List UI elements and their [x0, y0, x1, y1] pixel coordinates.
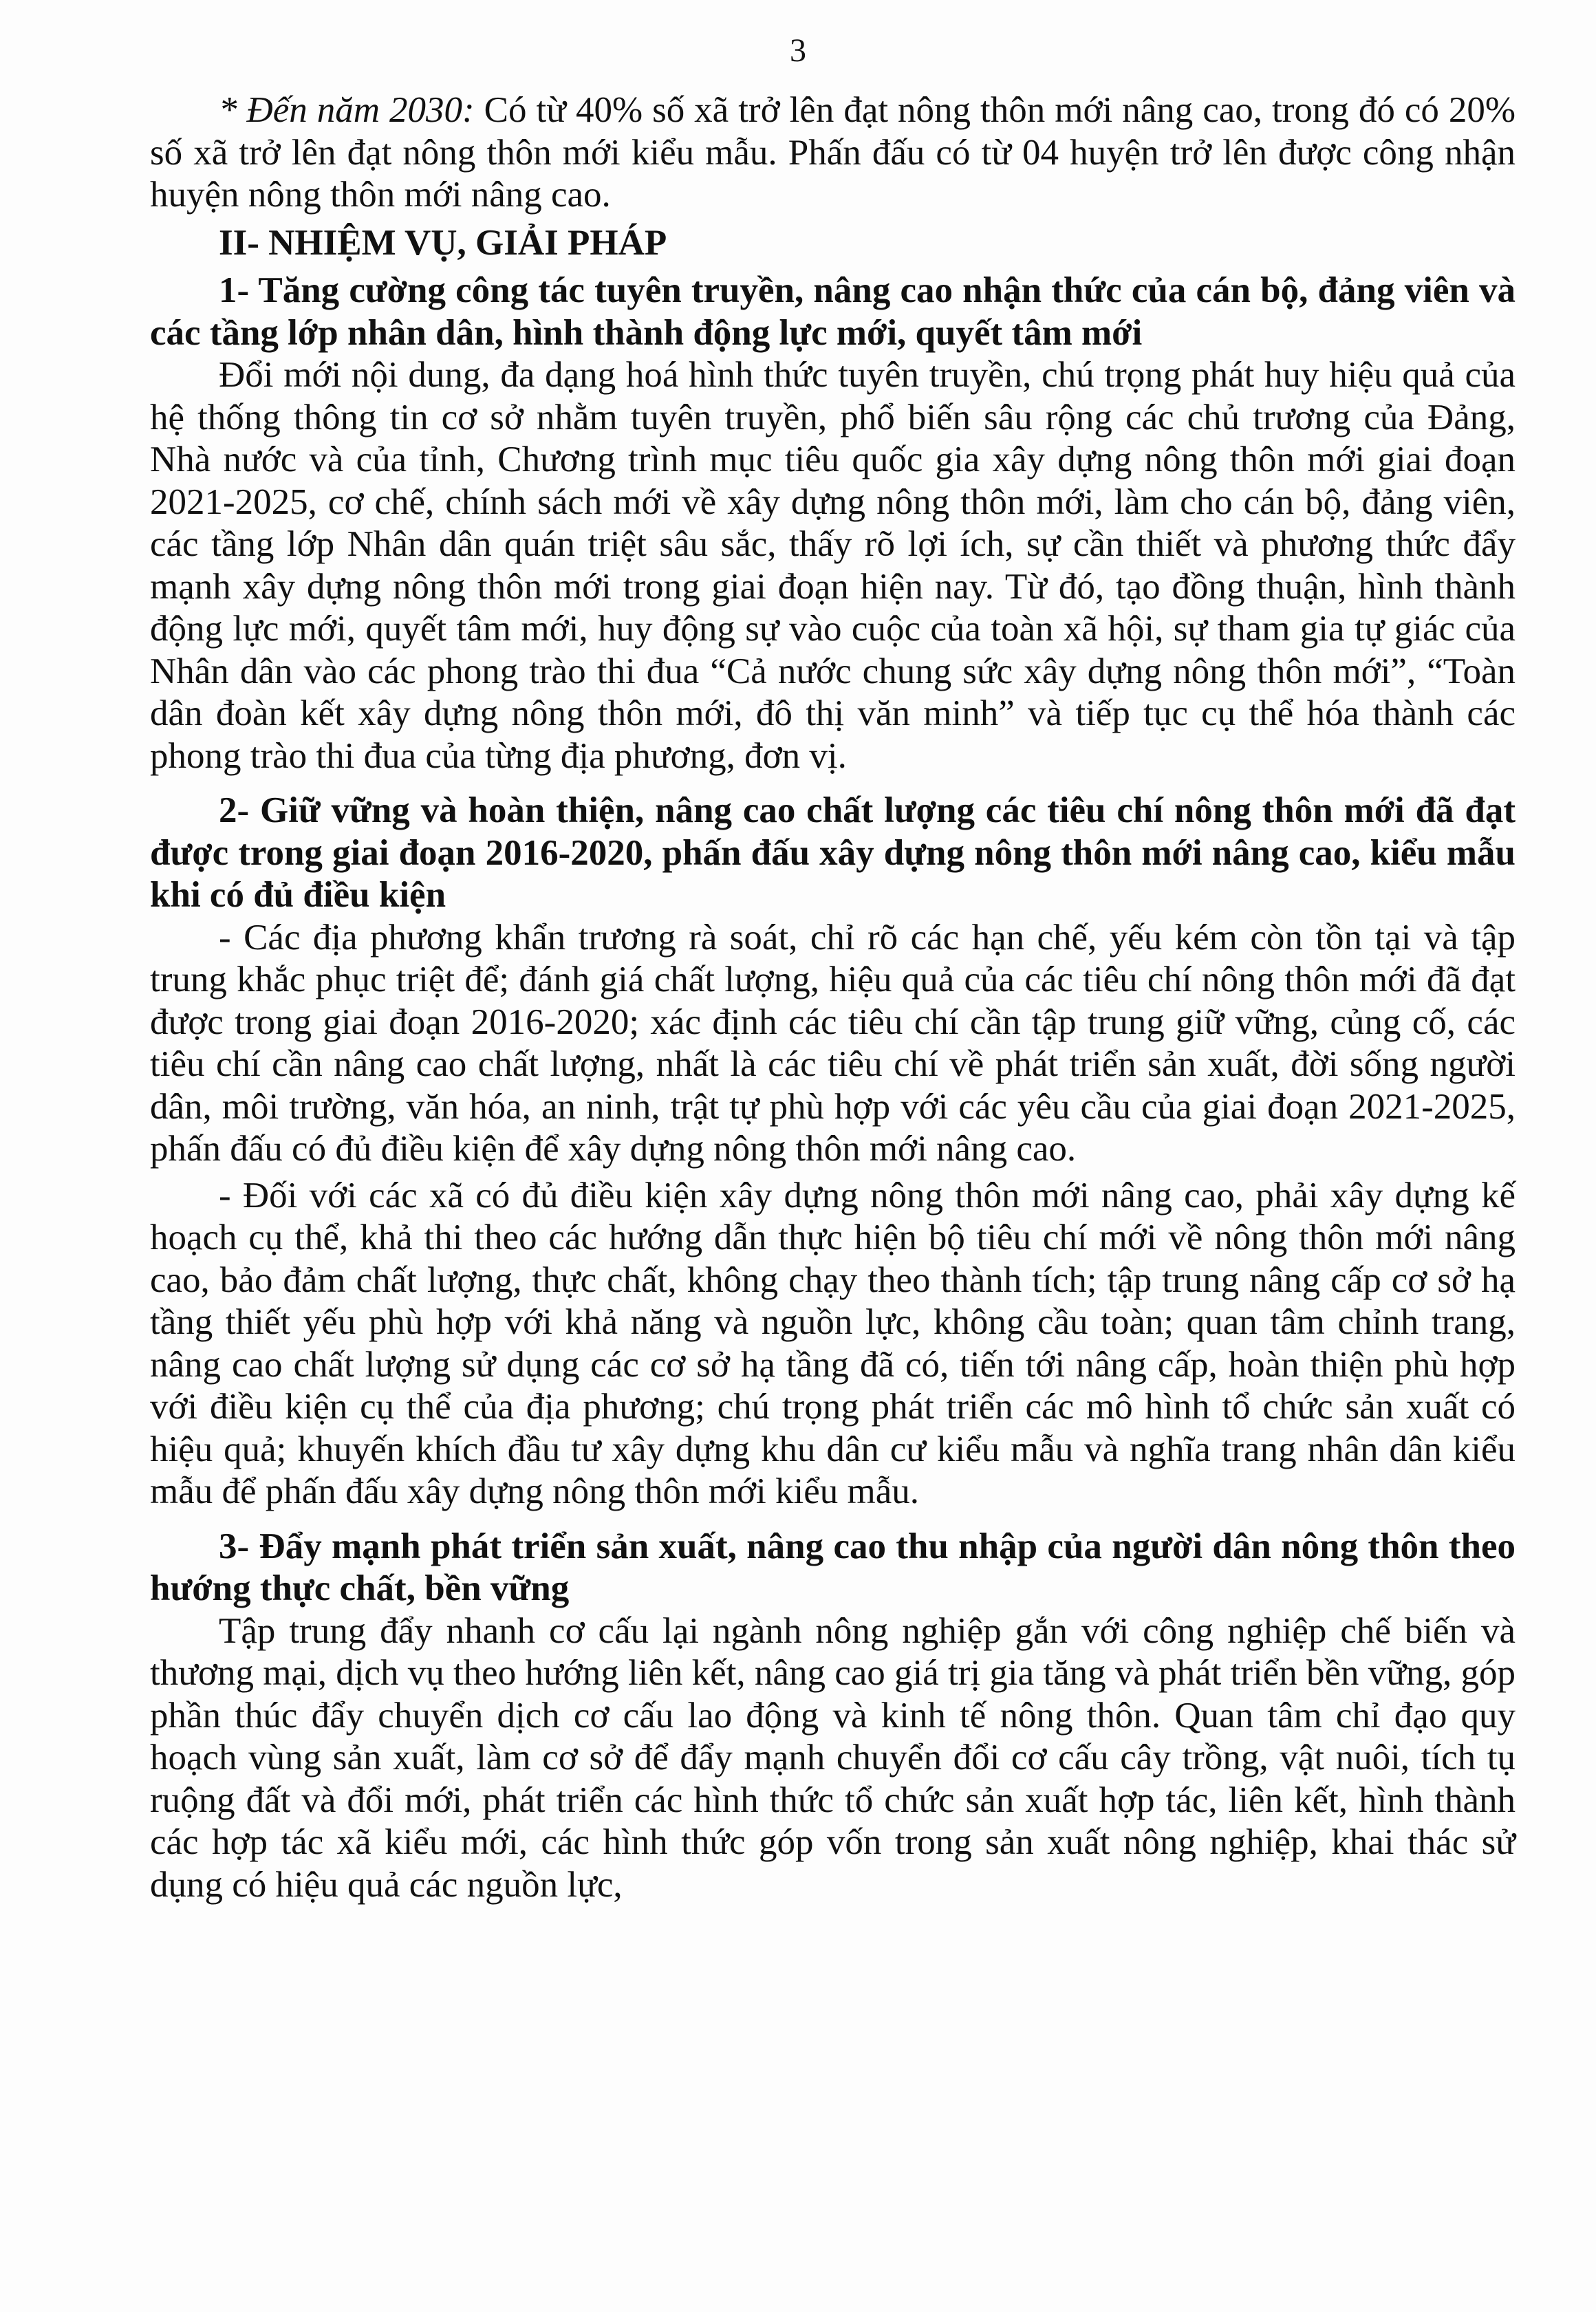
task1-paragraph: Đổi mới nội dung, đa dạng hoá hình thức tuyên truyền, chú trọng phát huy hiệu quả của hệ thống thông tin cơ sở nhằm tuyên truyền, phổ biến sâu rộng các chủ trương của Đảng, Nhà nước và của tỉnh, Chương trình mục tiêu quốc gia xây dựng nông thôn mới giai đoạn 2021-2025, cơ chế, chính sách mới về xây dựng nông thôn mới, làm cho cán bộ, đảng viên, các tầng lớp Nhân dân quán triệt sâu sắc, thấy rõ lợi ích, sự cần thiết và phương thức đẩy mạnh xây dựng nông thôn mới trong giai đoạn hiện nay. Từ đó, tạo đồng thuận, hình thành động lực mới, quyết tâm mới, huy động sự vào cuộc của toàn xã hội, sự tham gia tự giác của Nhân dân vào các phong trào thi đua “Cả nước chung sức xây dựng nông thôn mới”, “Toàn dân đoàn kết xây dựng nông thôn mới, đô thị văn minh” và tiếp tục cụ thể hóa thành các phong trào thi đua của từng địa phương, đơn vị.: [150, 355, 1516, 776]
task2-paragraph-1: - Các địa phương khẩn trương rà soát, chỉ rõ các hạn chế, yếu kém còn tồn tại và tập trung khắc phục triệt để; đánh giá chất lượng, hiệu quả của các tiêu chí nông thôn mới đã đạt được trong giai đoạn 2016-2020; xác định các tiêu chí cần tập trung giữ vững, củng cố, các tiêu chí cần nâng cao chất lượng, nhất là các tiêu chí về phát triển sản xuất, đời sống người dân, môi trường, văn hóa, an ninh, trật tự phù hợp với các yêu cầu của giai đoạn 2021-2025, phấn đấu có đủ điều kiện để xây dựng nông thôn mới nâng cao.: [150, 917, 1516, 1169]
task1-heading: 1- Tăng cường công tác tuyên truyền, nâng cao nhận thức của cán bộ, đảng viên và các tầng lớp nhân dân, hình thành động lực mới, quyết tâm mới: [150, 270, 1516, 353]
target-2030-paragraph: [150, 89, 1516, 217]
page-number: 3: [790, 32, 806, 69]
target-2030-text: Có từ 40% số xã trở lên đạt nông thôn mới nâng cao, trong đó có 20% số xã trở lên đạt nông thôn mới kiểu mẫu. Phấn đấu có từ 04 huyện trở lên được công nhận huyện nông thôn mới nâng cao.: [150, 90, 1516, 215]
task3-paragraph: Tập trung đẩy nhanh cơ cấu lại ngành nông nghiệp gắn với công nghiệp chế biến và thương mại, dịch vụ theo hướng liên kết, nâng cao giá trị gia tăng và phát triển bền vững, góp phần thúc đẩy chuyển dịch cơ cấu lao động và kinh tế nông thôn. Quan tâm chỉ đạo quy hoạch vùng sản xuất, làm cơ sở để đẩy mạnh chuyển đổi cơ cấu cây trồng, vật nuôi, tích tụ ruộng đất và đổi mới, phát triển các hình thức tổ chức sản xuất hợp tác, liên kết, hình thành các hợp tác xã kiểu mới, các hình thức góp vốn trong sản xuất nông nghiệp, khai thác sử dụng có hiệu quả các nguồn lực,: [150, 1610, 1516, 1905]
section-title: II- NHIỆM VỤ, GIẢI PHÁP: [219, 222, 667, 263]
task2-paragraph-2: - Đối với các xã có đủ điều kiện xây dựng nông thôn mới nâng cao, phải xây dựng kế hoạch cụ thể, khả thi theo các hướng dẫn thực hiện bộ tiêu chí mới về nông thôn mới nâng cao, bảo đảm chất lượng, thực chất, không chạy theo thành tích; tập trung nâng cấp cơ sở hạ tầng thiết yếu phù hợp với khả năng và nguồn lực, không cầu toàn; quan tâm chỉnh trang, nâng cao chất lượng sử dụng các cơ sở hạ tầng đã có, tiến tới nâng cấp, hoàn thiện phù hợp với điều kiện cụ thể của địa phương; chú trọng phát triển các mô hình tổ chức sản xuất có hiệu quả; khuyến khích đầu tư xây dựng khu dân cư kiểu mẫu và nghĩa trang nhân dân kiểu mẫu để phấn đấu xây dựng nông thôn mới kiểu mẫu.: [150, 1175, 1516, 1511]
task3-heading: 3- Đẩy mạnh phát triển sản xuất, nâng cao thu nhập của người dân nông thôn theo hướng thực chất, bền vững: [150, 1526, 1516, 1608]
document-body: [150, 89, 1516, 1906]
target-2030-lead: * Đến năm 2030:: [219, 90, 475, 130]
task2-heading: 2- Giữ vững và hoàn thiện, nâng cao chất lượng các tiêu chí nông thôn mới đã đạt được trong giai đoạn 2016-2020, phấn đấu xây dựng nông thôn mới nâng cao, kiểu mẫu khi có đủ điều kiện: [150, 790, 1516, 915]
